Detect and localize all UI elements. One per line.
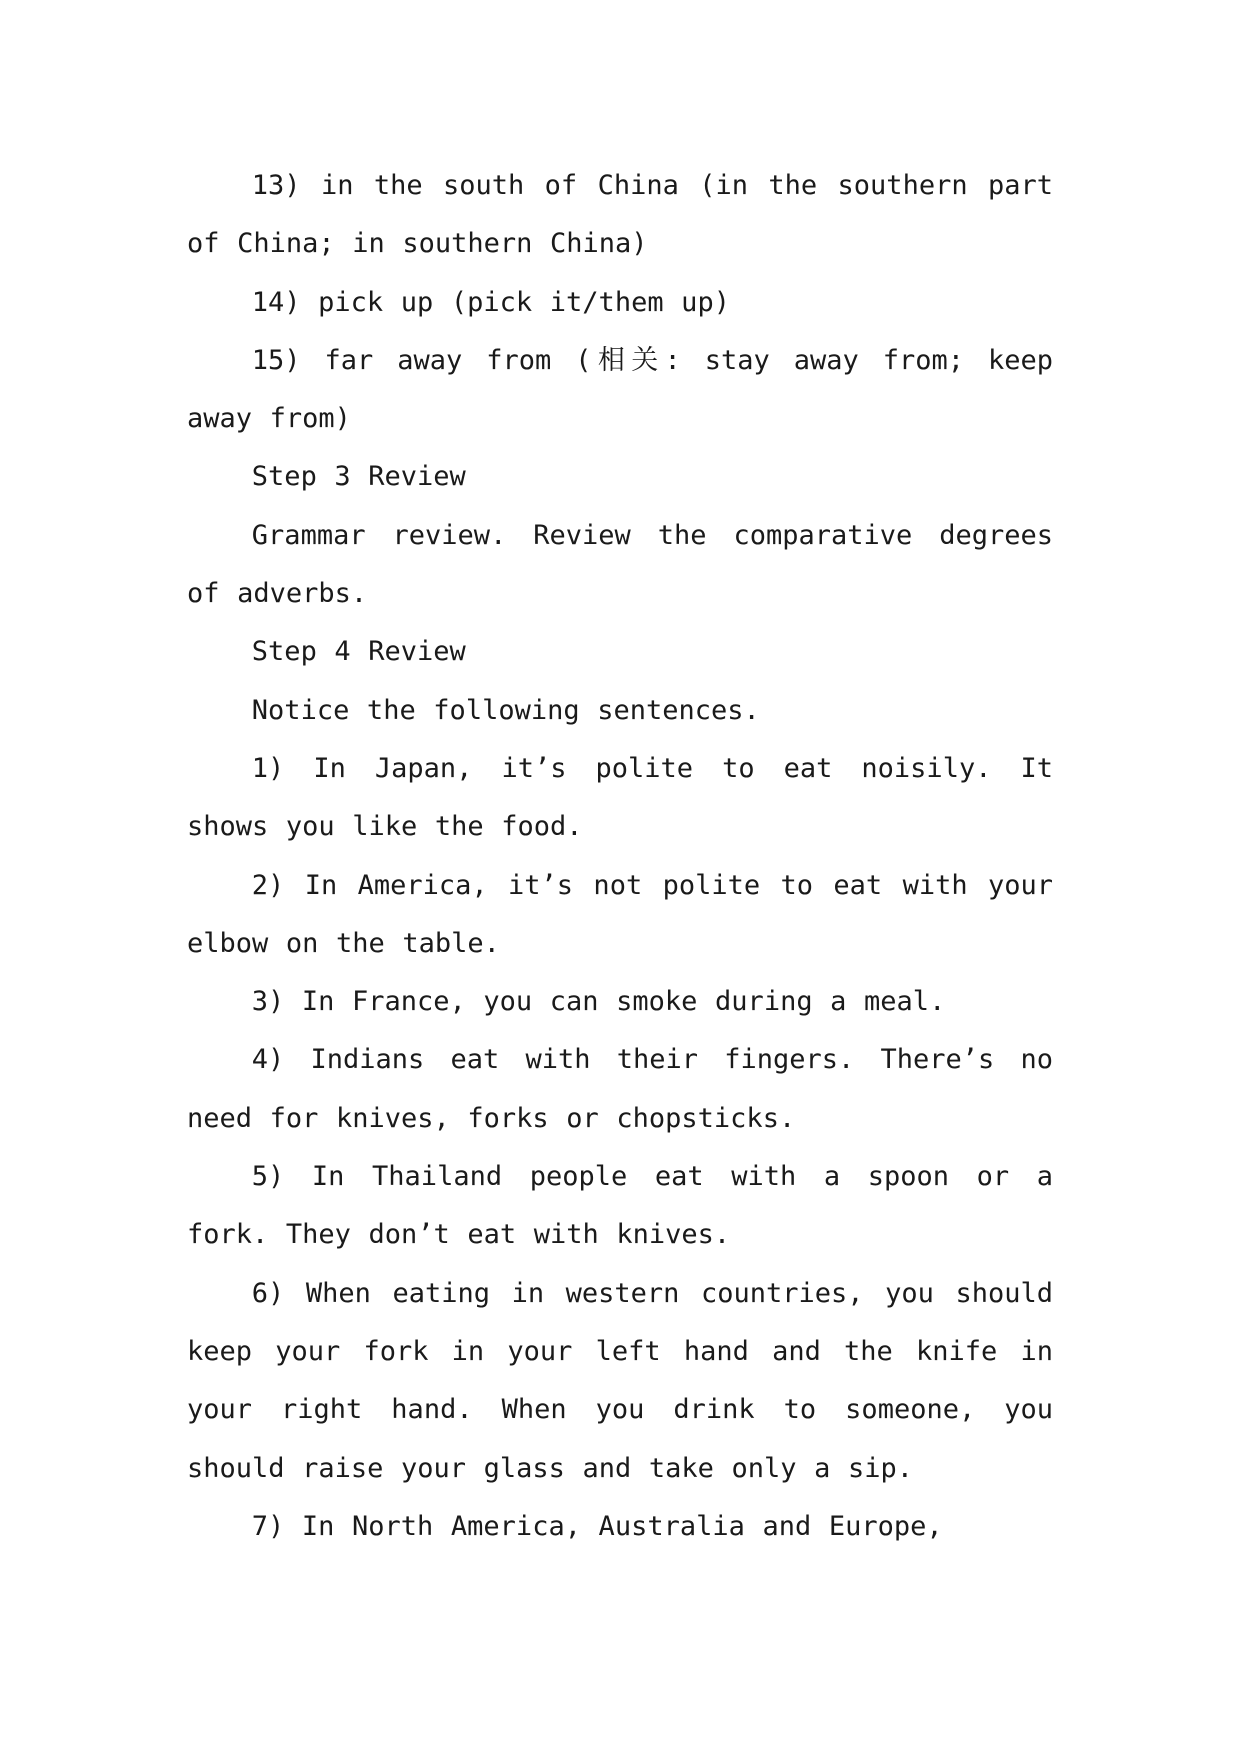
sentence-item-1: 1) In Japan, it’s polite to eat noisily. It shows you like the food. [187, 752, 1053, 843]
step-4-heading: Step 4 Review [251, 636, 466, 668]
step-3-heading: Step 3 Review [251, 461, 466, 493]
paragraph-item-14: 14) pick up (pick it/them up) [251, 286, 730, 318]
grammar-review-paragraph: Grammar review. Review the comparative degrees of adverbs. [187, 519, 1053, 610]
sentence-item-4: 4) Indians eat with their fingers. There’s no need for knives, forks or chopsticks. [187, 1044, 1053, 1134]
sentence-item-3: 3) In France, you can smoke during a meal. [251, 986, 946, 1018]
notice-paragraph: Notice the following sentences. [251, 694, 760, 726]
paragraph-item-15: 15) far away from (相关: stay away from; keep away from) [187, 344, 1053, 435]
document-body [187, 157, 1053, 1556]
sentence-item-6: 6) When eating in western countries, you should keep your fork in your left hand and the knife in your right hand. When you drink to someone, you should raise your glass and take only a sip. [187, 1277, 1053, 1484]
sentence-item-7: 7) In North America, Australia and Europe, [251, 1510, 943, 1542]
sentence-item-2: 2) In America, it’s not polite to eat with your elbow on the table. [187, 869, 1053, 959]
sentence-item-5: 5) In Thailand people eat with a spoon or a fork. They don’t eat with knives. [187, 1161, 1053, 1251]
paragraph-item-13: 13) in the south of China (in the southern part of China; in southern China) [187, 170, 1053, 260]
